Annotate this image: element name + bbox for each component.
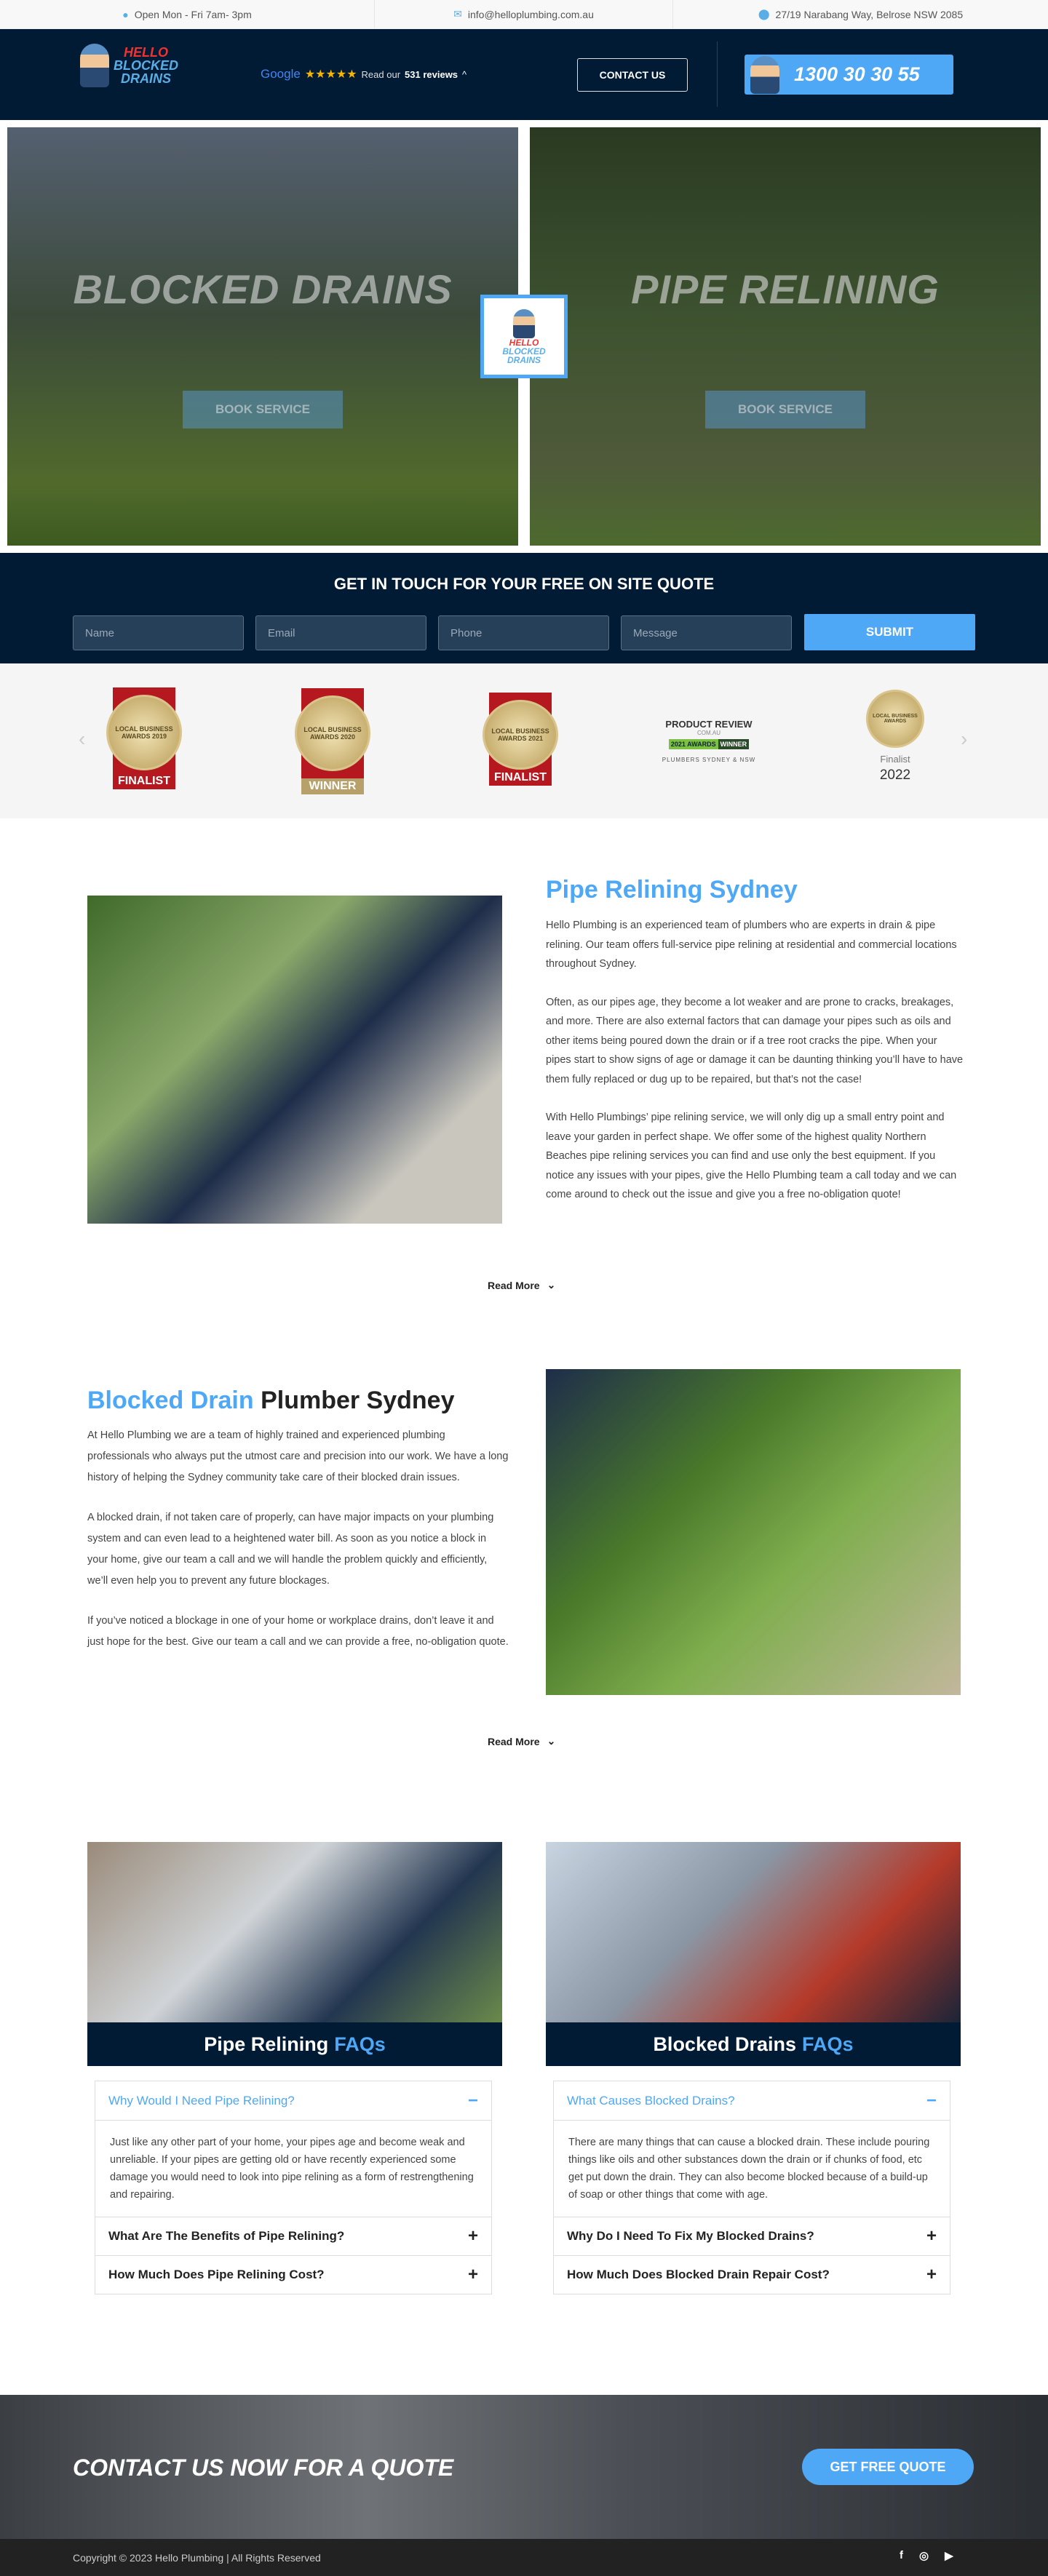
- email-link[interactable]: ✉ info@helloplumbing.com.au: [375, 0, 673, 28]
- plumber-mascot-icon: [80, 44, 109, 87]
- google-logo: Google: [261, 67, 301, 81]
- submit-button[interactable]: SUBMIT: [804, 614, 975, 650]
- site-logo[interactable]: HELLO BLOCKED DRAINS: [80, 44, 178, 87]
- hero-title: PIPE RELINING: [631, 266, 940, 312]
- phone-input[interactable]: Phone: [438, 615, 609, 650]
- faq-item[interactable]: How Much Does Pipe Relining Cost? +: [95, 2255, 491, 2294]
- award-2019-finalist: LOCAL BUSINESS AWARDS 2019 FINALIST: [113, 687, 175, 789]
- facebook-icon[interactable]: f: [900, 2549, 903, 2561]
- faq-accordion: [95, 2081, 492, 2294]
- carousel-prev-arrow[interactable]: ‹: [79, 727, 86, 750]
- site-footer: [0, 2539, 1048, 2576]
- email-input[interactable]: Email: [255, 615, 426, 650]
- productreview-award: PRODUCT REVIEW COM.AU 2021 AWARDS WINNER PLUMBERS SYDNEY & NSW: [662, 719, 756, 763]
- center-logo: HELLO BLOCKED DRAINS: [480, 295, 568, 378]
- award-2022-finalist: LOCAL BUSINESS AWARDS Finalist 2022: [866, 690, 924, 783]
- pipe-relining-faqs: [87, 1842, 502, 2294]
- envelope-icon: ✉: [453, 8, 462, 20]
- quote-form-title: GET IN TOUCH FOR YOUR FREE ON SITE QUOTE: [333, 575, 715, 593]
- map-pin-icon: ⬤: [758, 8, 770, 20]
- plus-icon[interactable]: +: [467, 2226, 478, 2246]
- chevron-down-icon: ⌄: [547, 1735, 556, 1747]
- faq-item[interactable]: Why Do I Need To Fix My Blocked Drains? +: [554, 2217, 950, 2255]
- blocked-drain-content: Blocked Drain Plumber Sydney At Hello Plumbing we are a team of highly trained and experienced plumbing professionals who always put the utmost care and precision into our work. We have a long history of helping the Sydney community take care of their blocked drain issues. A blocked drain, if not taken care of properly, can have major impacts on your plumbing system and can even lead to a heightened water bill. As soon as you notice a block in your home, give our team a call and we will handle the problem quickly and efficiently, we’ll even help you to prevent any future blockages. If you’ve noticed a blockage in one of your home or workplace drains, don’t leave it and just hope for the best. Give our team a call and we can provide a free, no-obligation quote.: [87, 1387, 509, 1648]
- award-2020-winner: LOCAL BUSINESS AWARDS 2020 WINNER: [301, 688, 364, 794]
- clock-icon: ●: [122, 8, 129, 20]
- quote-form: [0, 553, 1048, 663]
- copyright: Copyright © 2023 Hello Plumbing | All Rights Reserved: [73, 2552, 321, 2564]
- site-header: [0, 29, 1048, 120]
- faq-item[interactable]: What Are The Benefits of Pipe Relining? +: [95, 2217, 491, 2255]
- chevron-down-icon: ⌄: [547, 1279, 556, 1291]
- blocked-drains-faqs: [546, 1842, 961, 2294]
- faq-item-open[interactable]: What Causes Blocked Drains? −: [567, 2090, 937, 2110]
- carousel-next-arrow[interactable]: ›: [961, 727, 968, 750]
- faq-accordion: [553, 2081, 950, 2294]
- faq-photo: [87, 1842, 502, 2022]
- contact-us-button[interactable]: CONTACT US: [577, 58, 688, 92]
- opening-hours: ● Open Mon - Fri 7am- 3pm: [0, 0, 375, 28]
- read-more-button[interactable]: Read More ⌄: [488, 1735, 556, 1747]
- plus-icon[interactable]: +: [926, 2226, 937, 2246]
- header-divider: [717, 41, 718, 107]
- hero-title: BLOCKED DRAINS: [73, 266, 453, 312]
- cta-title: CONTACT US NOW FOR A QUOTE: [73, 2455, 454, 2481]
- faq-photo: [546, 1842, 961, 2022]
- plus-icon[interactable]: +: [926, 2265, 937, 2284]
- name-input[interactable]: Name: [73, 615, 244, 650]
- minus-icon[interactable]: −: [467, 2090, 478, 2110]
- hero-blocked-drains[interactable]: [7, 127, 518, 546]
- plus-icon[interactable]: +: [467, 2265, 478, 2284]
- phone-button[interactable]: 1300 30 30 55: [745, 55, 953, 95]
- youtube-icon[interactable]: ▶: [945, 2550, 953, 2562]
- blocked-drain-photo: [546, 1369, 961, 1695]
- pipe-relining-photo: [87, 896, 502, 1224]
- plumber-mascot-icon: [750, 56, 779, 94]
- chevron-up-icon: ^: [462, 68, 467, 80]
- address: ⬤ 27/19 Narabang Way, Belrose NSW 2085: [758, 8, 964, 20]
- faq-item-open[interactable]: Why Would I Need Pipe Relining? −: [108, 2090, 478, 2110]
- pipe-relining-content: Pipe Relining Sydney Hello Plumbing is an experienced team of plumbers who are experts in drain & pipe relining. Our team offers full-service pipe relining at residential and commercial locations throughout Sydney. Often, as our pipes age, they become a lot weaker and are prone to cracks, breakages, and more. There are also external factors that can damage your pipes such as oils and other items being poured down the drain or if a tree root cracks the pipe. When your pipes start to show signs of age or damage it can be daunting thinking you’ll have to have them fully replaced or dug up to be repaired, but that’s not the case! With Hello Plumbings’ pipe relining service, we will only dig up a small entry point and leave your garden in perfect shape. We offer some of the highest quality Northern Beaches pipe relining services you can find and use only the best equipment. If you notice any issues with your pipes, give the Hello Plumbing team a call today and we can come around to check out the issue and give you a free no-obligation quote!: [546, 876, 964, 1200]
- plumber-mascot-icon: [513, 309, 535, 338]
- faq-item[interactable]: How Much Does Blocked Drain Repair Cost? +: [554, 2255, 950, 2294]
- cta-banner: [0, 2395, 1048, 2539]
- book-service-button[interactable]: BOOK SERVICE: [705, 391, 865, 428]
- faq-heading: Pipe Relining FAQs: [87, 2022, 502, 2066]
- read-more-button[interactable]: Read More ⌄: [488, 1279, 556, 1291]
- section-title: Blocked Drain Plumber Sydney: [87, 1387, 455, 1414]
- message-input[interactable]: Message: [621, 615, 792, 650]
- award-2021-finalist: LOCAL BUSINESS AWARDS 2021 FINALIST: [489, 693, 552, 786]
- faq-heading: Blocked Drains FAQs: [546, 2022, 961, 2066]
- book-service-button[interactable]: BOOK SERVICE: [183, 391, 343, 428]
- faq-answer: There are many things that can cause a blocked drain. These include pouring things like oils and other substances down the drain or if chunks of food, etc get put down the drain. They can also become blocked because of a build-up of soap or other things that come with age.: [554, 2120, 950, 2217]
- google-reviews[interactable]: Google ★★★★★ Read our 531 reviews ^: [261, 67, 467, 81]
- minus-icon[interactable]: −: [926, 2090, 937, 2110]
- get-free-quote-button[interactable]: GET FREE QUOTE: [802, 2449, 974, 2485]
- hero-pipe-relining[interactable]: [530, 127, 1041, 546]
- top-info-bar: [0, 0, 1048, 29]
- faq-answer: Just like any other part of your home, your pipes age and become weak and unreliable. If your pipes are getting old or have recently experienced some damage you would need to look into pipe relining as a form of restrengthening and repairing.: [95, 2120, 491, 2217]
- star-rating: ★★★★★: [304, 68, 357, 81]
- instagram-icon[interactable]: ◎: [919, 2550, 929, 2562]
- section-title: Pipe Relining Sydney: [546, 876, 798, 904]
